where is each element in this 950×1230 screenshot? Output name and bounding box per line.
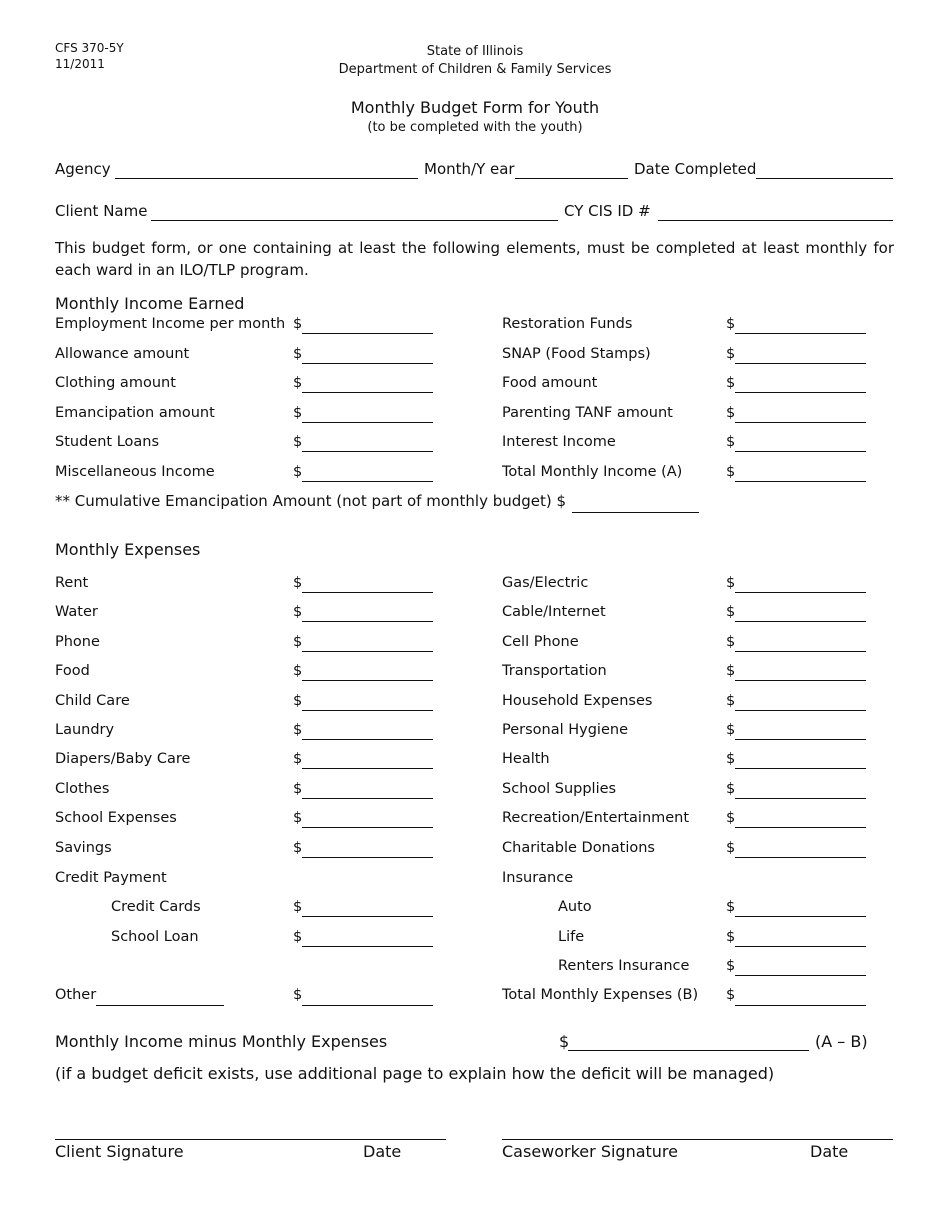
expenses-right-label: Gas/Electric bbox=[502, 575, 589, 591]
expenses-left-amount-field[interactable] bbox=[302, 710, 433, 711]
expenses-left-currency: $ bbox=[293, 722, 303, 738]
deficit-note: (if a budget deficit exists, use additional page to explain how the deficit will be managed) bbox=[55, 1064, 775, 1083]
expenses-left-amount-field[interactable] bbox=[302, 827, 433, 828]
other-label: Other bbox=[55, 987, 97, 1003]
expenses-left-amount-field[interactable] bbox=[302, 680, 433, 681]
income-right-currency: $ bbox=[726, 404, 736, 421]
expenses-right-currency: $ bbox=[726, 692, 736, 709]
expenses-left-label: Phone bbox=[55, 633, 100, 650]
expenses-left-amount-field[interactable] bbox=[302, 798, 433, 799]
expenses-left-currency: $ bbox=[293, 663, 303, 680]
form-date: 11/2011 bbox=[55, 57, 105, 71]
income-left-amount-field[interactable] bbox=[302, 451, 433, 452]
agency-label: Agency bbox=[55, 160, 111, 178]
expenses-right-label: Charitable Donations bbox=[502, 839, 655, 856]
school-loan-field[interactable] bbox=[302, 946, 433, 947]
income-right-currency: $ bbox=[726, 316, 736, 332]
cycis-id-label: CY CIS ID # bbox=[564, 202, 651, 220]
total-expenses-field[interactable] bbox=[735, 1005, 866, 1006]
expenses-left-label: Savings bbox=[55, 839, 112, 856]
total-expenses-label: Total Monthly Expenses (B) bbox=[502, 987, 699, 1003]
form-code: CFS 370-5Y bbox=[55, 41, 124, 55]
expenses-right-amount-field[interactable] bbox=[735, 768, 866, 769]
date-completed-field[interactable] bbox=[756, 178, 893, 179]
auto-field[interactable] bbox=[735, 916, 866, 917]
income-right-amount-field[interactable] bbox=[735, 392, 866, 393]
income-left-label: Miscellaneous Income bbox=[55, 464, 215, 480]
income-heading: Monthly Income Earned bbox=[55, 294, 245, 313]
client-name-field[interactable] bbox=[151, 220, 558, 221]
insurance-label: Insurance bbox=[502, 870, 574, 886]
income-left-amount-field[interactable] bbox=[302, 333, 433, 334]
expenses-left-amount-field[interactable] bbox=[302, 621, 433, 622]
expenses-left-label: Rent bbox=[55, 575, 89, 591]
expenses-right-amount-field[interactable] bbox=[735, 827, 866, 828]
cycis-id-field[interactable] bbox=[658, 220, 893, 221]
expenses-right-amount-field[interactable] bbox=[735, 710, 866, 711]
income-right-currency: $ bbox=[726, 375, 736, 392]
summary-currency: $ bbox=[559, 1032, 570, 1051]
expenses-right-amount-field[interactable] bbox=[735, 651, 866, 652]
expenses-left-currency: $ bbox=[293, 751, 303, 768]
expenses-right-label: Transportation bbox=[502, 663, 607, 680]
other-field[interactable] bbox=[302, 1005, 433, 1006]
page-title: Monthly Budget Form for Youth bbox=[350, 98, 600, 117]
expenses-right-amount-field[interactable] bbox=[735, 592, 866, 593]
income-left-amount-field[interactable] bbox=[302, 481, 433, 482]
expenses-right-currency: $ bbox=[726, 810, 736, 827]
expenses-right-currency: $ bbox=[726, 633, 736, 650]
expenses-left-currency: $ bbox=[293, 810, 303, 827]
expenses-left-amount-field[interactable] bbox=[302, 739, 433, 740]
income-left-label: Clothing amount bbox=[55, 375, 176, 392]
caseworker-date-label: Date bbox=[810, 1142, 849, 1161]
summary-label: Monthly Income minus Monthly Expenses bbox=[55, 1032, 388, 1051]
expenses-right-currency: $ bbox=[726, 722, 736, 738]
expenses-right-amount-field[interactable] bbox=[735, 857, 866, 858]
income-right-label: SNAP (Food Stamps) bbox=[502, 345, 651, 362]
income-left-label: Employment Income per month bbox=[55, 316, 286, 332]
renters-label: Renters Insurance bbox=[558, 958, 690, 974]
income-left-label: Student Loans bbox=[55, 434, 160, 451]
income-left-currency: $ bbox=[293, 345, 303, 362]
expenses-left-amount-field[interactable] bbox=[302, 592, 433, 593]
income-right-label: Total Monthly Income (A) bbox=[502, 464, 683, 480]
credit-payment-label: Credit Payment bbox=[55, 870, 167, 886]
income-left-amount-field[interactable] bbox=[302, 392, 433, 393]
department-name: Department of Children & Family Services bbox=[338, 62, 612, 77]
expenses-right-currency: $ bbox=[726, 604, 736, 621]
credit-cards-label: Credit Cards bbox=[111, 899, 201, 915]
income-right-amount-field[interactable] bbox=[735, 481, 866, 482]
client-name-label: Client Name bbox=[55, 202, 148, 220]
income-left-currency: $ bbox=[293, 404, 303, 421]
month-year-label: Month/Y ear bbox=[424, 160, 515, 178]
income-left-currency: $ bbox=[293, 434, 303, 451]
expenses-left-currency: $ bbox=[293, 839, 303, 856]
income-left-label: Allowance amount bbox=[55, 345, 190, 362]
expenses-right-amount-field[interactable] bbox=[735, 739, 866, 740]
expenses-left-amount-field[interactable] bbox=[302, 857, 433, 858]
expenses-left-amount-field[interactable] bbox=[302, 768, 433, 769]
summary-field[interactable] bbox=[568, 1050, 809, 1051]
expenses-right-label: School Supplies bbox=[502, 780, 617, 797]
total-expenses-currency: $ bbox=[726, 987, 736, 1003]
income-right-label: Interest Income bbox=[502, 434, 616, 451]
expenses-left-label: Food bbox=[55, 663, 90, 680]
expenses-left-currency: $ bbox=[293, 633, 303, 650]
expenses-right-currency: $ bbox=[726, 575, 736, 591]
expenses-left-label: Child Care bbox=[55, 692, 130, 709]
date-completed-label: Date Completed bbox=[634, 160, 757, 178]
renters-field[interactable] bbox=[735, 975, 866, 976]
income-right-currency: $ bbox=[726, 434, 736, 451]
expenses-left-currency: $ bbox=[293, 575, 303, 591]
school-loan-currency: $ bbox=[293, 929, 303, 945]
income-left-currency: $ bbox=[293, 375, 303, 392]
month-year-field[interactable] bbox=[515, 178, 628, 179]
renters-currency: $ bbox=[726, 958, 736, 974]
client-signature-line[interactable] bbox=[55, 1139, 446, 1140]
income-left-currency: $ bbox=[293, 316, 303, 332]
income-right-amount-field[interactable] bbox=[735, 363, 866, 364]
income-right-amount-field[interactable] bbox=[735, 422, 866, 423]
school-loan-label: School Loan bbox=[111, 929, 199, 945]
expenses-left-label: Laundry bbox=[55, 722, 115, 738]
expenses-left-label: Clothes bbox=[55, 780, 110, 797]
life-field[interactable] bbox=[735, 946, 866, 947]
caseworker-signature-label: Caseworker Signature bbox=[502, 1142, 678, 1161]
expenses-right-currency: $ bbox=[726, 839, 736, 856]
other-currency: $ bbox=[293, 987, 303, 1003]
life-label: Life bbox=[558, 929, 585, 945]
auto-label: Auto bbox=[558, 899, 592, 915]
expenses-right-amount-field[interactable] bbox=[735, 798, 866, 799]
income-right-amount-field[interactable] bbox=[735, 333, 866, 334]
expenses-right-label: Health bbox=[502, 751, 550, 768]
income-left-amount-field[interactable] bbox=[302, 363, 433, 364]
income-right-amount-field[interactable] bbox=[735, 451, 866, 452]
expenses-right-label: Personal Hygiene bbox=[502, 722, 628, 738]
income-right-label: Parenting TANF amount bbox=[502, 404, 673, 421]
income-right-currency: $ bbox=[726, 464, 736, 480]
expenses-right-label: Cell Phone bbox=[502, 633, 579, 650]
expenses-heading: Monthly Expenses bbox=[55, 540, 201, 559]
credit-cards-currency: $ bbox=[293, 899, 303, 915]
expenses-right-label: Recreation/Entertainment bbox=[502, 810, 690, 827]
income-right-label: Food amount bbox=[502, 375, 598, 392]
expenses-left-amount-field[interactable] bbox=[302, 651, 433, 652]
page-subtitle: (to be completed with the youth) bbox=[367, 120, 583, 135]
expenses-right-label: Cable/Internet bbox=[502, 604, 606, 621]
expenses-left-currency: $ bbox=[293, 692, 303, 709]
expenses-right-currency: $ bbox=[726, 663, 736, 680]
expenses-left-currency: $ bbox=[293, 604, 303, 621]
state-name: State of Illinois bbox=[426, 44, 524, 59]
cumulative-label: ** Cumulative Emancipation Amount (not part of monthly budget) $ bbox=[55, 492, 567, 510]
cumulative-field[interactable] bbox=[572, 512, 699, 513]
caseworker-signature-line[interactable] bbox=[502, 1139, 893, 1140]
expenses-left-label: School Expenses bbox=[55, 810, 177, 827]
client-date-label: Date bbox=[363, 1142, 402, 1161]
income-right-label: Restoration Funds bbox=[502, 316, 633, 332]
expenses-left-label: Diapers/Baby Care bbox=[55, 751, 191, 768]
agency-field[interactable] bbox=[115, 178, 418, 179]
life-currency: $ bbox=[726, 929, 736, 945]
other-name-field[interactable] bbox=[96, 1005, 224, 1006]
expenses-right-amount-field[interactable] bbox=[735, 621, 866, 622]
expenses-right-amount-field[interactable] bbox=[735, 680, 866, 681]
expenses-right-currency: $ bbox=[726, 751, 736, 768]
expenses-left-label: Water bbox=[55, 604, 98, 621]
client-signature-label: Client Signature bbox=[55, 1142, 184, 1161]
expenses-left-currency: $ bbox=[293, 780, 303, 797]
expenses-right-currency: $ bbox=[726, 780, 736, 797]
credit-cards-field[interactable] bbox=[302, 916, 433, 917]
income-left-amount-field[interactable] bbox=[302, 422, 433, 423]
auto-currency: $ bbox=[726, 899, 736, 915]
instructions-text: This budget form, or one containing at least the following elements, must be completed at least monthly for each ward in an ILO/TLP program. bbox=[55, 239, 894, 279]
income-left-label: Emancipation amount bbox=[55, 404, 215, 421]
expenses-right-label: Household Expenses bbox=[502, 692, 653, 709]
income-left-currency: $ bbox=[293, 464, 303, 480]
summary-formula: (A – B) bbox=[815, 1032, 868, 1051]
income-right-currency: $ bbox=[726, 345, 736, 362]
